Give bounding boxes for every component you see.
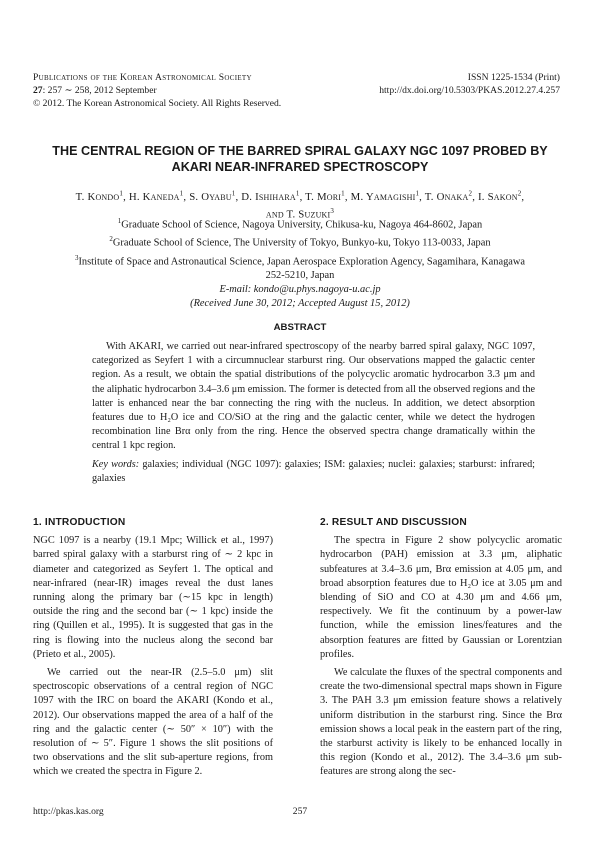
- author-sup: 1: [295, 189, 300, 197]
- affiliation-3: [40, 251, 560, 269]
- abstract-heading: ABSTRACT: [273, 322, 327, 333]
- author: [351, 191, 425, 203]
- author-sup: 3: [330, 206, 335, 215]
- title-line-2: AKARI NEAR-INFRARED SPECTROSCOPY: [171, 159, 429, 174]
- issn-block: [300, 71, 560, 97]
- author-name: H. Kaneda: [128, 190, 180, 203]
- left-column: [33, 516, 273, 780]
- right-column: [320, 516, 562, 780]
- affiliation-sup: 1: [117, 217, 122, 225]
- volume-number: 27: [33, 85, 43, 96]
- affiliation-sup: 3: [74, 253, 79, 262]
- page-number: 257: [292, 806, 308, 817]
- title-line-1: THE CENTRAL REGION OF THE BARRED SPIRAL GALAXY NGC 1097 PROBED BY: [52, 144, 548, 158]
- keywords-text: galaxies; individual (NGC 1097): galaxies; ISM: galaxies; nuclei: galaxies; starburst: infrared; galaxies: [92, 459, 535, 485]
- affiliation-2: [40, 232, 560, 250]
- author-name: S. Oyabu: [189, 190, 232, 203]
- affiliation-1: [40, 214, 560, 232]
- author-line-1: [40, 186, 560, 204]
- author-separator: ,: [123, 190, 129, 203]
- intro-paragraph-1: NGC 1097 is a nearby (19.1 Mpc; Willick et al., 1997) barred spiral galaxy with a starburst ring of ∼ 2 kpc in diameter and categorized as Seyfert 1. The optical and near-infrared (near-IR) images reveal the dust lanes running along the primary bar (∼15 kpc in length) outside the ring and the second bar (∼ 1 kpc) inside the ring (Quillen et al., 1995). It is suggested that gas in the ring is flowing into the nucleus along the second bar (Prieto et al., 2005).: [33, 535, 273, 660]
- affiliation-text: Graduate School of Science, The University of Tokyo, Bunkyo-ku, Tokyo 113-0033, Japan: [112, 237, 491, 249]
- author-separator: ,: [419, 190, 425, 203]
- author-name: T. Kondo: [75, 190, 120, 203]
- author-separator: ,: [235, 190, 242, 203]
- doi-link[interactable]: http://dx.doi.org/10.5303/PKAS.2012.27.4.257: [379, 85, 560, 96]
- author: [305, 191, 351, 203]
- author-sup: 2: [468, 189, 473, 197]
- received-dates: (Received June 30, 2012; Accepted August 15, 2012): [190, 298, 410, 310]
- author-name: T. Mori: [305, 190, 342, 203]
- author-name: I. Sakon: [478, 190, 518, 203]
- affiliation-text: Graduate School of Science, Nagoya University, Chikusa-ku, Nagoya 464-8602, Japan: [121, 219, 483, 231]
- author: [241, 191, 305, 203]
- keywords-label: Key words:: [92, 459, 140, 470]
- author: [478, 191, 524, 203]
- footer-url[interactable]: http://pkas.kas.org: [33, 806, 104, 817]
- author-separator: ,: [183, 190, 190, 203]
- author-sup: 1: [179, 189, 184, 197]
- paper-title: [40, 144, 560, 175]
- author-name: T. Suzuki: [286, 208, 331, 221]
- author-separator: ,: [299, 190, 306, 203]
- author-sup: 1: [415, 189, 420, 197]
- author-sup: 1: [119, 189, 124, 197]
- intro-paragraph-2: We carried out the near-IR (2.5–5.0 μm) slit spectroscopic observations of a central region of NGC 1097 with the IRC on board the AKARI (Kondo et al., 2012). Our observations mapped the area of a half of the ring and the galactic center (∼ 50″ × 10″) with the resolution of ∼ 5″. Figure 1 shows the slit positions of two observations and the slit sub-aperture regions, from which we created the spectra in Figure 2.: [33, 667, 273, 778]
- section-heading-results: 2. RESULT AND DISCUSSION: [320, 517, 467, 528]
- author-sup: 1: [231, 189, 236, 197]
- issn: ISSN 1225-1534 (Print): [467, 72, 560, 83]
- email[interactable]: E-mail: kondo@u.phys.nagoya-u.ac.jp: [219, 284, 381, 296]
- postal-code: 252-5210, Japan: [265, 270, 335, 282]
- copyright-notice: © 2012. The Korean Astronomical Society. All Rights Reserved.: [33, 98, 282, 109]
- results-paragraph-1: The spectra in Figure 2 show polycyclic aromatic hydrocarbon (PAH) emission at 3.3 μm, aliphatic subfeatures at 3.4–3.6 μm, Brα emission at 4.05 μm, and broad absorption features due to H₂O ice at 3.05 μm and blending of SiO and CO at 4.30 μm and 4.66 μm, respectively. We fit the continuum by a power-law function, while the emission lines/features and the absorption features are fitted by Gaussian or Lorentzian profiles.: [320, 535, 562, 660]
- author: [76, 191, 129, 203]
- affiliation-text: Institute of Space and Astronautical Science, Japan Aerospace Exploration Agency, Sagamihara, Kanagawa: [78, 256, 526, 268]
- journal-name: Publications of the Korean Astronomical Society: [33, 72, 252, 83]
- author-separator: ,: [521, 190, 525, 203]
- pages-date: : 257 ∼ 258, 2012 September: [42, 85, 157, 96]
- abstract-text: With AKARI, we carried out near-infrared spectroscopy of the nearby barred spiral galaxy, NGC 1097, categorized as Seyfert 1 with a circumnuclear starburst ring. Our observations mapped the galactic center region. As a result, we obtain the spatial distributions of the polycyclic aromatic hydrocarbon 3.3 μm and the aliphatic hydrocarbon 3.4–3.6 μm emission. The former is detected from all the observed regions and the latter is enhanced near the bar connecting the ring with the nucleus. In addition, we detect absorption features due to H₂O ice and CO/SiO at the ring and the galactic center, while we detect the hydrogen recombination line Brα only from the ring. Hence the observed spectra change dramatically within the central 1 kpc region.: [92, 341, 535, 452]
- author-sup: 1: [341, 189, 345, 197]
- affiliations: [40, 214, 560, 311]
- author: [129, 191, 189, 203]
- author-and: and: [265, 208, 287, 221]
- results-paragraph-2: We calculate the fluxes of the spectral components and create the two-dimensional spectral maps shown in Figure 3. The PAH 3.3 μm emission feature shows a relatively uniform distribution in the starburst ring. Since the Brα emission shows a local peak in the eastern part of the ring, the starburst activity is likely to be enhanced locally in this region (Kondo et al., 2012). The 3.4–3.6 μm sub-features are strong along the sec-: [320, 667, 562, 778]
- author-name: D. Ishihara: [241, 190, 296, 203]
- author: [425, 191, 478, 203]
- author-separator: ,: [344, 190, 351, 203]
- abstract: [92, 340, 535, 454]
- author-name: T. Onaka: [424, 190, 469, 203]
- keywords: [92, 458, 535, 486]
- author-separator: ,: [472, 190, 478, 203]
- author: [189, 191, 241, 203]
- author-name: M. Yamagishi: [350, 190, 416, 203]
- affiliation-sup: 2: [109, 235, 113, 244]
- section-heading-introduction: 1. INTRODUCTION: [33, 517, 126, 528]
- author-sup: 2: [517, 189, 522, 197]
